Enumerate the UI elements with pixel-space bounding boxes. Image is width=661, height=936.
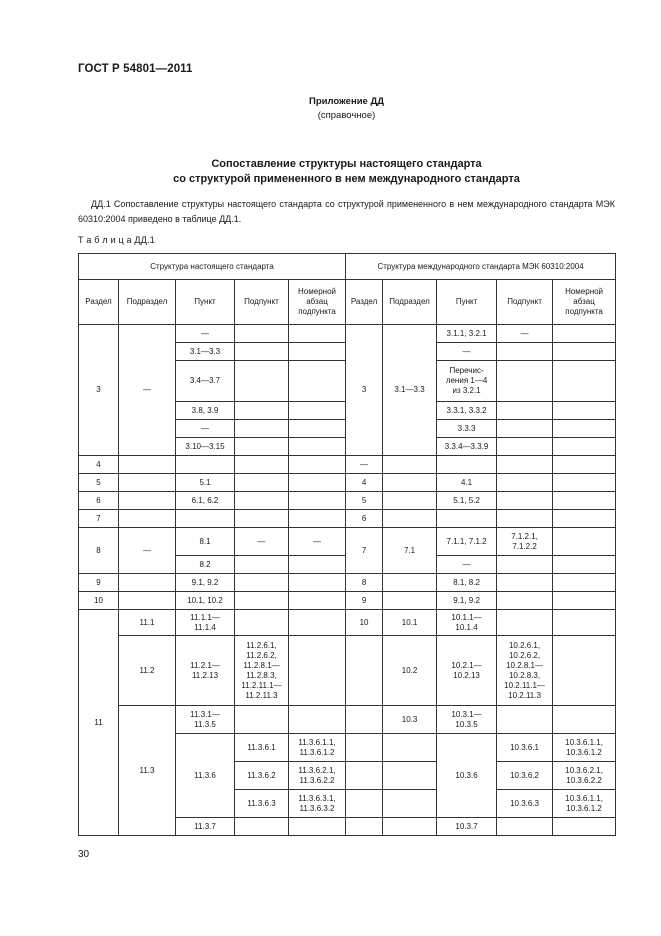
table-cell: 11.3.7 xyxy=(176,818,235,836)
column-header: Подраздел xyxy=(119,280,176,325)
table-cell xyxy=(119,492,176,510)
column-header-row xyxy=(79,280,616,325)
table-cell: 10.3 xyxy=(383,706,437,734)
table-cell xyxy=(383,492,437,510)
table-row xyxy=(79,610,616,636)
table-cell xyxy=(553,636,616,706)
table-cell: 5.1 xyxy=(176,474,235,492)
table-cell xyxy=(235,510,289,528)
table-cell: 3.3.3 xyxy=(437,420,497,438)
table-cell: 10.3.6.2 xyxy=(497,762,553,790)
table-cell xyxy=(235,420,289,438)
table-cell: 9 xyxy=(346,592,383,610)
table-cell: 11.2.6.1, 11.2.6.2, 11.2.8.1— 11.2.8.3, 11.2.11.1— 11.2.11.3 xyxy=(235,636,289,706)
table-cell: 7 xyxy=(79,510,119,528)
table-cell xyxy=(235,592,289,610)
table-cell xyxy=(553,456,616,474)
table-cell xyxy=(289,556,346,574)
table-cell xyxy=(497,402,553,420)
table-cell xyxy=(497,474,553,492)
table-cell: 6.1, 6.2 xyxy=(176,492,235,510)
table-cell: 10.3.7 xyxy=(437,818,497,836)
table-cell: 9.1, 9.2 xyxy=(176,574,235,592)
table-cell: 11 xyxy=(79,610,119,836)
table-caption: Т а б л и ц а ДД.1 xyxy=(78,235,155,245)
table-cell: 7.1.2.1, 7.1.2.2 xyxy=(497,528,553,556)
table-cell: 11.3.6.3 xyxy=(235,790,289,818)
table-cell xyxy=(346,762,383,790)
table-cell xyxy=(235,402,289,420)
table-cell: 6 xyxy=(346,510,383,528)
table-cell xyxy=(383,474,437,492)
table-cell xyxy=(553,474,616,492)
table-cell xyxy=(235,438,289,456)
table-cell xyxy=(553,420,616,438)
table-cell: 10.1.1— 10.1.4 xyxy=(437,610,497,636)
table-cell: 10.3.6.1.1, 10.3.6.1.2 xyxy=(553,790,616,818)
table-cell: 11.3.6.1 xyxy=(235,734,289,762)
table-cell xyxy=(383,592,437,610)
table-cell: 10.3.6.1 xyxy=(497,734,553,762)
table-cell: 11.3.6.1.1, 11.3.6.1.2 xyxy=(289,734,346,762)
table-cell: 3.4—3.7 xyxy=(176,361,235,402)
table-cell: 10.3.6.1.1, 10.3.6.1.2 xyxy=(553,734,616,762)
table-cell xyxy=(119,510,176,528)
table-row xyxy=(79,706,616,734)
table-row xyxy=(79,636,616,706)
table-cell xyxy=(119,474,176,492)
appendix-title xyxy=(78,157,615,187)
table-cell: 9 xyxy=(79,574,119,592)
table-cell xyxy=(235,361,289,402)
table-cell xyxy=(289,456,346,474)
table-cell xyxy=(289,438,346,456)
table-cell: 9.1, 9.2 xyxy=(437,592,497,610)
title-line-1: Сопоставление структуры настоящего стандарта xyxy=(211,158,482,170)
table-cell xyxy=(289,420,346,438)
table-cell: 10 xyxy=(346,610,383,636)
table-cell xyxy=(383,734,437,762)
table-cell: 6 xyxy=(79,492,119,510)
column-header: Раздел xyxy=(79,280,119,325)
table-cell: 10.2.6.1, 10.2.6.2, 10.2.8.1— 10.2.8.3, 10.2.11.1— 10.2.11.3 xyxy=(497,636,553,706)
column-header: Раздел xyxy=(346,280,383,325)
table-cell: 10.1 xyxy=(383,610,437,636)
table-cell xyxy=(119,574,176,592)
table-cell xyxy=(119,592,176,610)
table-cell: — xyxy=(176,325,235,343)
table-row xyxy=(79,574,616,592)
table-cell: 3.10—3.15 xyxy=(176,438,235,456)
table-cell: 10.3.6.2.1, 10.3.6.2.2 xyxy=(553,762,616,790)
table-cell xyxy=(346,734,383,762)
table-row xyxy=(79,510,616,528)
table-cell xyxy=(383,456,437,474)
table-cell: 3.3.1, 3.3.2 xyxy=(437,402,497,420)
table-cell: 11.1 xyxy=(119,610,176,636)
table-cell xyxy=(497,361,553,402)
column-header: Подпункт xyxy=(235,280,289,325)
table-cell: 11.3.6.2 xyxy=(235,762,289,790)
table-cell: — xyxy=(437,556,497,574)
table-row xyxy=(79,456,616,474)
table-cell xyxy=(235,574,289,592)
table-cell: 4.1 xyxy=(437,474,497,492)
table-cell: 8 xyxy=(79,528,119,574)
table-cell: 10.1, 10.2 xyxy=(176,592,235,610)
table-cell: 3.1—3.3 xyxy=(383,325,437,456)
table-cell: 3.8, 3.9 xyxy=(176,402,235,420)
table-cell xyxy=(235,556,289,574)
table-cell xyxy=(289,343,346,361)
table-row xyxy=(79,592,616,610)
table-cell: 10.3.6.3 xyxy=(497,790,553,818)
table-cell xyxy=(553,438,616,456)
table-cell: Перечис- ления 1—4 из 3.2.1 xyxy=(437,361,497,402)
table-cell xyxy=(497,610,553,636)
table-cell xyxy=(346,636,383,706)
group-header-left: Структура настоящего стандарта xyxy=(79,254,346,280)
table-cell xyxy=(497,818,553,836)
table-cell: 7.1.1, 7.1.2 xyxy=(437,528,497,556)
table-cell: 3 xyxy=(79,325,119,456)
table-cell xyxy=(235,706,289,734)
group-header-right: Структура международного стандарта МЭК 60310:2004 xyxy=(346,254,616,280)
table-cell xyxy=(289,592,346,610)
table-cell xyxy=(553,325,616,343)
table-cell xyxy=(437,510,497,528)
table-cell: 11.3.6.2.1, 11.3.6.2.2 xyxy=(289,762,346,790)
table-cell: 7.1 xyxy=(383,528,437,574)
column-header: Подпункт xyxy=(497,280,553,325)
table-cell: 8.1 xyxy=(176,528,235,556)
table-cell: — xyxy=(119,325,176,456)
table-cell xyxy=(553,361,616,402)
column-header: Номерной абзац подпункта xyxy=(289,280,346,325)
table-cell xyxy=(383,762,437,790)
table-cell: 10.2 xyxy=(383,636,437,706)
table-cell xyxy=(289,402,346,420)
table-cell: 3.1.1, 3.2.1 xyxy=(437,325,497,343)
table-cell: 11.1.1— 11.1.4 xyxy=(176,610,235,636)
table-cell xyxy=(289,325,346,343)
table-cell xyxy=(497,706,553,734)
table-row xyxy=(79,325,616,343)
table-cell: — xyxy=(235,528,289,556)
table-cell xyxy=(497,556,553,574)
table-cell xyxy=(289,492,346,510)
table-cell: 10.2.1— 10.2.13 xyxy=(437,636,497,706)
page-number: 30 xyxy=(78,849,90,860)
table-cell: — xyxy=(119,528,176,574)
table-cell xyxy=(497,592,553,610)
table-body xyxy=(79,325,616,836)
table-cell: 3.3.4—3.3.9 xyxy=(437,438,497,456)
table-cell: 8 xyxy=(346,574,383,592)
table-cell xyxy=(553,402,616,420)
comparison-table xyxy=(78,253,616,836)
table-cell xyxy=(235,343,289,361)
table-cell xyxy=(346,706,383,734)
table-cell: — xyxy=(176,420,235,438)
table-cell: — xyxy=(437,343,497,361)
table-cell xyxy=(497,343,553,361)
table-cell xyxy=(289,706,346,734)
table-cell xyxy=(553,706,616,734)
table-cell xyxy=(497,492,553,510)
group-header-row xyxy=(79,254,616,280)
table-cell xyxy=(289,574,346,592)
table-cell xyxy=(497,438,553,456)
table-cell xyxy=(289,818,346,836)
table-cell xyxy=(235,325,289,343)
table-cell xyxy=(437,456,497,474)
table-cell: 11.3.1— 11.3.5 xyxy=(176,706,235,734)
table-cell xyxy=(497,510,553,528)
table-row xyxy=(79,528,616,556)
table-cell xyxy=(289,610,346,636)
table-cell xyxy=(289,361,346,402)
table-cell xyxy=(553,510,616,528)
table-cell: — xyxy=(346,456,383,474)
table-cell xyxy=(289,636,346,706)
table-cell xyxy=(497,574,553,592)
table-cell xyxy=(497,456,553,474)
table-cell xyxy=(553,343,616,361)
table-cell: 3.1—3.3 xyxy=(176,343,235,361)
table-cell: 11.2.1— 11.2.13 xyxy=(176,636,235,706)
table-cell xyxy=(176,456,235,474)
table-cell: 10 xyxy=(79,592,119,610)
table-cell: 5 xyxy=(346,492,383,510)
table-cell xyxy=(383,818,437,836)
table-cell: 11.3.6.3.1, 11.3.6.3.2 xyxy=(289,790,346,818)
table-cell xyxy=(289,510,346,528)
document-code: ГОСТ Р 54801—2011 xyxy=(78,63,193,75)
table-cell xyxy=(553,556,616,574)
table-cell xyxy=(383,510,437,528)
table-cell xyxy=(553,592,616,610)
table-cell xyxy=(383,790,437,818)
table-cell xyxy=(497,420,553,438)
table-cell xyxy=(346,790,383,818)
table-cell xyxy=(553,492,616,510)
table-cell xyxy=(346,818,383,836)
table-cell xyxy=(119,456,176,474)
table-cell: 11.2 xyxy=(119,636,176,706)
table-cell: 4 xyxy=(79,456,119,474)
table-cell: — xyxy=(289,528,346,556)
column-header: Подраздел xyxy=(383,280,437,325)
table-row xyxy=(79,492,616,510)
table-cell xyxy=(235,456,289,474)
table-cell xyxy=(235,818,289,836)
column-header: Пункт xyxy=(176,280,235,325)
table-cell xyxy=(176,510,235,528)
table-cell: 5 xyxy=(79,474,119,492)
table-cell xyxy=(553,818,616,836)
table-row xyxy=(79,474,616,492)
table-cell: 10.3.6 xyxy=(437,734,497,818)
table-cell xyxy=(553,574,616,592)
table-cell xyxy=(383,574,437,592)
table-cell xyxy=(235,474,289,492)
column-header: Пункт xyxy=(437,280,497,325)
table-cell: 5.1, 5.2 xyxy=(437,492,497,510)
table-cell xyxy=(289,474,346,492)
intro-paragraph: ДД.1 Сопоставление структуры настоящего стандарта со структурой примененного в нем международного стандарта МЭК 60310:2004 приведено в таблице ДД.1. xyxy=(78,199,615,224)
table-cell: 11.3 xyxy=(119,706,176,836)
table-cell: 4 xyxy=(346,474,383,492)
appendix-note: (справочное) xyxy=(317,110,376,121)
table-cell: 8.1, 8.2 xyxy=(437,574,497,592)
table-cell xyxy=(235,492,289,510)
table-cell: 7 xyxy=(346,528,383,574)
table-cell xyxy=(553,528,616,556)
table-cell xyxy=(553,610,616,636)
appendix-label: Приложение ДД xyxy=(309,96,384,107)
table-cell: — xyxy=(497,325,553,343)
table-cell: 8.2 xyxy=(176,556,235,574)
column-header: Номерной абзац подпункта xyxy=(553,280,616,325)
table-cell: 3 xyxy=(346,325,383,456)
appendix-block xyxy=(78,95,615,123)
table-cell xyxy=(235,610,289,636)
table-cell: 11.3.6 xyxy=(176,734,235,818)
title-line-2: со структурой примененного в нем международного стандарта xyxy=(173,173,520,185)
table-cell: 10.3.1— 10.3.5 xyxy=(437,706,497,734)
